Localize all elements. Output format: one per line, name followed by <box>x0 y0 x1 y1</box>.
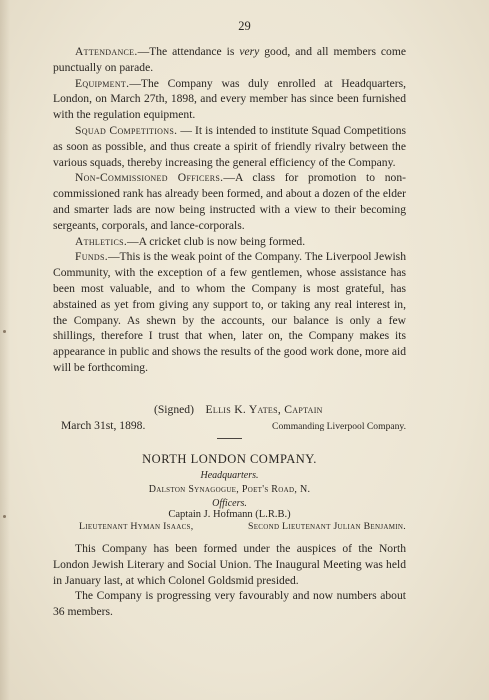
paragraph-text: —This is the weak point of the Company. The Liverpool Jewish Community, with the exception of a few gentlemen, whose assistance has been most valuable, and to whom the Company is most grateful, has abstained as yet from giving any support to, or taking any real interest in, the Company. As shewn by the accounts, our balance is only a few shillings, therefore I trust that when, later on, the Company makes its appearance in public and shows the results of the good work done, more aid will be forthcoming. <box>53 250 406 374</box>
paragraph-heading: Athletics. <box>75 234 128 248</box>
signatory-role: Commanding Liverpool Company. <box>272 420 406 432</box>
headquarters-label: Headquarters. <box>200 470 259 481</box>
paragraph-text: —The attendance is <box>137 45 240 58</box>
page-number: 29 <box>238 19 251 33</box>
liverpool-report-body <box>53 44 406 376</box>
second-lieutenant: Second Lieutenant Julian Benjamin. <box>247 521 406 532</box>
binding-mark <box>3 330 6 333</box>
paragraph-formation: This Company has been formed under the auspices of the North London Jewish Literary and Social Union. The Inaugural Meeting was held in January last, at which Colonel Goldsmid presided. <box>53 542 406 587</box>
binding-mark <box>3 515 6 518</box>
signature-date-line <box>53 418 406 435</box>
paragraph-text: —A class for promotion to noncommissioned rank has already been formed, and about a dozen of the elder and smarter lads are now being instructed with a view to their becoming sergeants, corporals, and lance-corporals. <box>53 171 407 232</box>
north-london-body <box>53 541 406 620</box>
paragraph-heading: Squad Competitions. <box>75 123 178 137</box>
emphasis-text: very <box>239 45 260 58</box>
paragraph-heading: Attendance. <box>75 45 138 58</box>
signature-line <box>53 402 406 418</box>
paragraph-text: good, and all members come punctually on parade. <box>53 45 407 74</box>
signature-block <box>53 402 406 435</box>
lieutenants-line <box>53 521 406 532</box>
signature-date: March 31st, 1898. <box>61 418 146 432</box>
paragraph-squad-competitions <box>53 123 406 170</box>
paragraph-attendance <box>53 44 406 76</box>
paragraph-text: —The Company was duly enrolled at Headquarters, London, on March 27th, 1898, and every member has since been furnished with the regulation equipment. <box>53 76 406 122</box>
captain-line: Captain J. Hofmann (L.R.B.) <box>168 509 291 520</box>
paragraph-equipment <box>53 76 406 123</box>
paragraph-heading: Non-Commissioned Officers. <box>75 171 224 185</box>
paragraph-text: —A cricket club is now being formed. <box>127 234 306 248</box>
page-edge-shadow <box>0 0 10 700</box>
officers-label: Officers. <box>212 498 247 509</box>
signatory-name: Ellis K. Yates, Captain <box>205 403 323 416</box>
headquarters-address: Dalston Synagogue, Poet's Road, N. <box>148 484 311 495</box>
signed-label: (Signed) <box>154 403 194 416</box>
paragraph-progress: The Company is progressing very favourably and now numbers about 36 members. <box>53 589 406 619</box>
section-title: NORTH LONDON COMPANY. <box>142 452 317 466</box>
paragraph-heading: Funds. <box>75 250 108 264</box>
paragraph-heading: Equipment. <box>75 76 130 90</box>
paragraph-nco <box>53 170 406 233</box>
paragraph-funds <box>53 249 406 375</box>
lieutenant: Lieutenant Hyman Isaacs, <box>79 521 194 532</box>
paragraph-athletics <box>53 234 406 250</box>
paragraph-text: — It is intended to institute Squad Competitions as soon as possible, and thus create a spirit of friendly rivalry between the various squads, thereby increasing the general efficiency of the Company. <box>53 123 407 169</box>
section-divider <box>217 438 242 439</box>
